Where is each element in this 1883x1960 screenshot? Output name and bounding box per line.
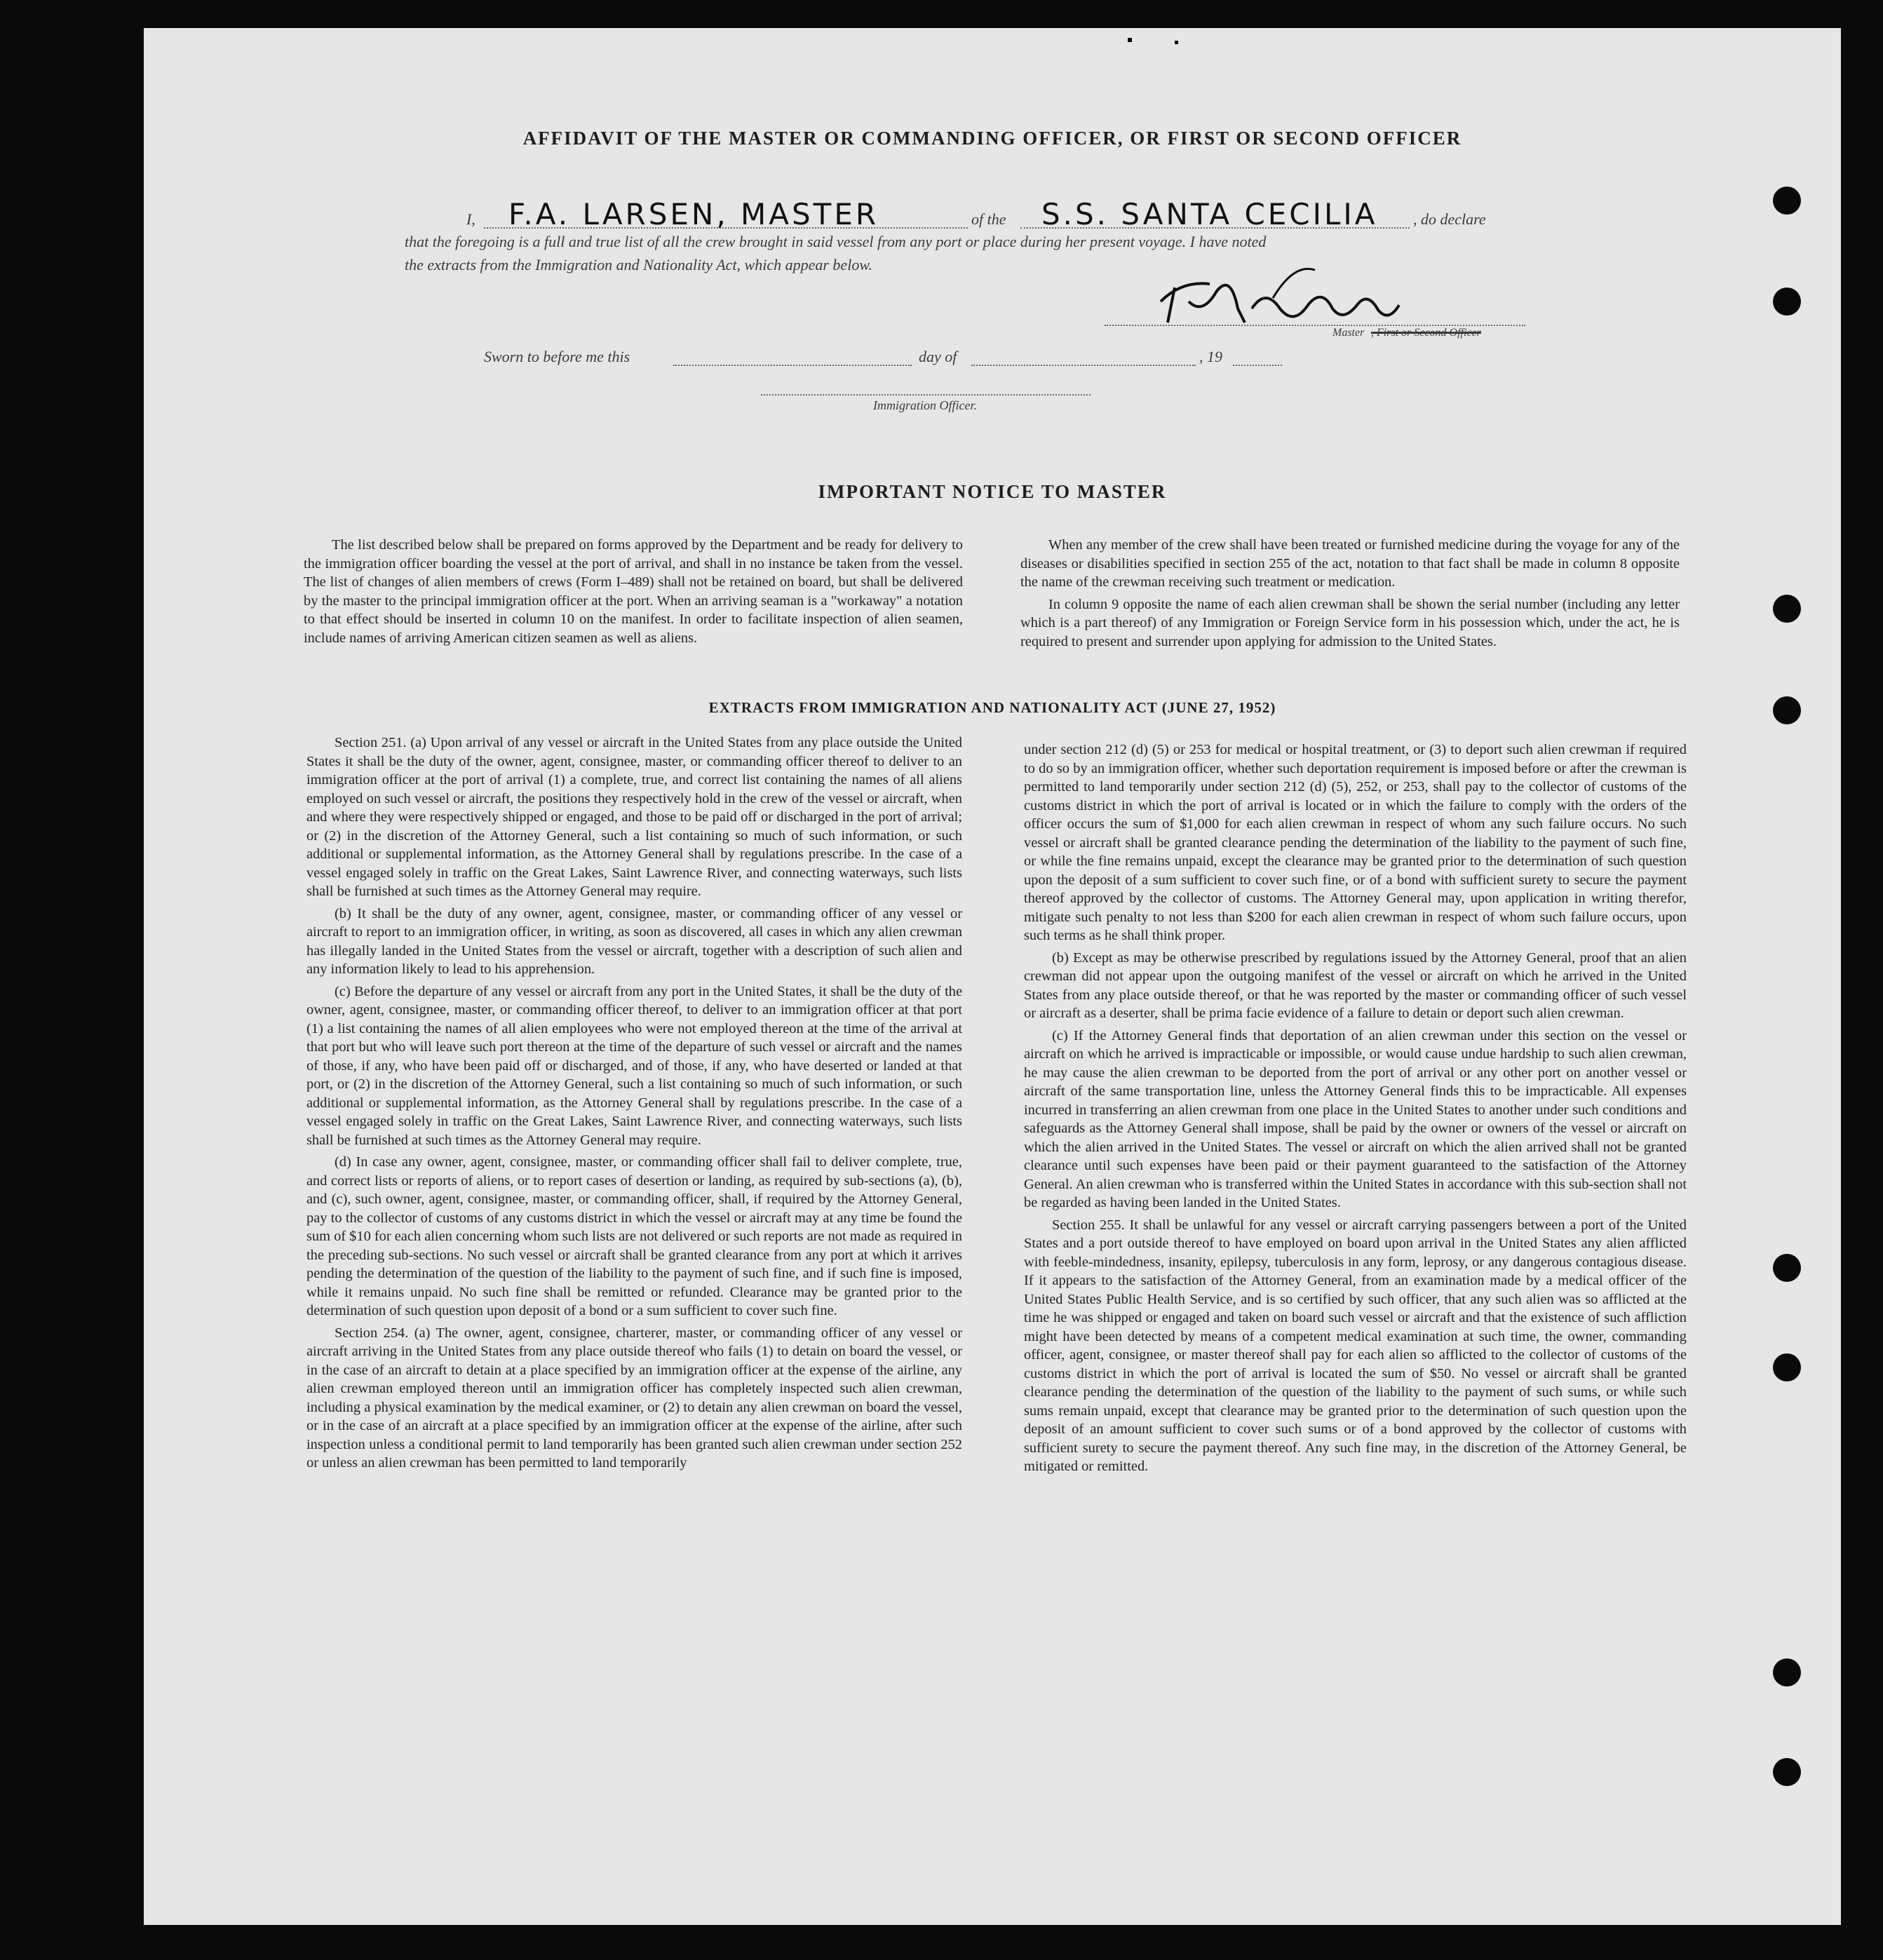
act-section: under section 212 (d) (5) or 253 for medical or hospital treatment, or (3) to deport such alien crewman if required to do so by an immigration officer, whether such deportation requirement is imposed before or after the crewman is permitted to land temporarily under section 212 (d) (5), 252, or 253, shall pay to the collector of customs of the customs district in which the port of arrival is located or in which the failure to comply with the orders of the officer occurs the sum of $1,000 for each alien crewman in respect of whom any such failure occurs. No such vessel or aircraft shall be granted clearance pending the determination of the liability to the payment of such fine, or while the fine remains unpaid, except the clearance may be granted prior to the determination of such question upon the deposit of a sum sufficient to cover such fine, or of a bond with sufficient surety to secure the payment thereof approved by the collector of customs. The Attorney General may, upon application in writing therefor, mitigate such penalty to not less than $200 for each alien crewman in respect of whom such failure occurs, upon such terms as he shall think proper. — [1024, 742, 1687, 943]
year-label: , 19 — [1199, 348, 1222, 365]
officer-caption: Immigration Officer. — [873, 398, 977, 412]
sworn-label: Sworn to before me this — [484, 348, 630, 365]
act-section: (d) In case any owner, agent, consignee, master, or commanding officer shall fail to deliver complete, true, and correct lists or reports of aliens, or to report cases of desertion or landing, as required by sub-sections (a), (b), and (c), such owner, agent, consignee, master, or commanding officer, shall, if required by the Attorney General, pay to the collector of customs of any customs district in which the vessel or aircraft may at any time be found the sum of $10 for each alien concerning whom such lists are not delivered or such reports are not made as required in the preceding sub-sections. No such vessel or aircraft shall be granted clearance from any port at which it arrives pending the determination of the question of the liability to the payment of such fine, and if such fine is imposed, while it remains unpaid. No such fine shall be remitted or refunded. Clearance may be granted prior to the determination of such question upon deposit of a bond or a sum sufficient to cover such fine. — [306, 1154, 962, 1318]
extracts-right-column — [1024, 741, 1687, 1480]
vessel-name: S.S. SANTA CECILIA — [1041, 197, 1378, 231]
act-section: (c) If the Attorney General finds that deportation of an alien crewman under this section on the vessel or aircraft on which he arrived is impracticable or impossible, or would cause undue hardship to such alien crewman, he may cause the alien crewman to be deported from the port of arrival or any other port on another vessel or aircraft of the same transportation line, unless the Attorney General finds this to be impracticable. All expenses incurred in transferring an alien crewman from one place in the United States to another under such conditions and safeguards as the Attorney General shall impose, shall be paid by the owner or owners of the vessel or aircraft on which the alien arrived in the United States. The vessel or aircraft on which the alien arrived shall not be granted clearance until such expenses have been paid or their payment guaranteed to the satisfaction of the Attorney General. An alien crewman who is transferred within the United States in accordance with this sub-section shall not be regarded as having been landed in the United States. — [1024, 1027, 1687, 1210]
sworn-line — [484, 344, 1424, 372]
punch-hole — [1773, 187, 1801, 215]
extracts-title: EXTRACTS FROM IMMIGRATION AND NATIONALITY ACT (JUNE 27, 1952) — [708, 699, 1276, 716]
notice-left-column — [304, 536, 963, 651]
punch-hole — [1773, 1254, 1801, 1282]
act-section: Section 254. (a) The owner, agent, consignee, charterer, master, or commanding officer of any vessel or aircraft arriving in the United States from any place outside thereof who fails (1) to detain on board the vessel, or in the case of an aircraft to detain at a place specified by an immigration officer at the expense of the airline, any alien crewman employed thereon until an immigration officer has completely inspected such alien crewman, including a physical examination by the medical examiner, or (2) to detain any alien crewman on board the vessel, or in the case of an aircraft at a place specified by an immigration officer at the expense of the airline, after such inspection unless a conditional permit to land temporarily has been granted such alien crewman under section 252 or unless an alien crewman has been permitted to land temporarily — [306, 1325, 962, 1471]
affidavit-title: AFFIDAVIT OF THE MASTER OR COMMANDING OFFICER, OR FIRST OR SECOND OFFICER — [522, 128, 1462, 149]
act-section: (b) Except as may be otherwise prescribed by regulations issued by the Attorney General, proof that an alien crewman did not appear upon the outgoing manifest of the vessel or aircraft on which he arrived in the United States from any place outside thereof, or that he was reported by the master or commanding officer of such vessel or aircraft as a deserter, shall be prima facie evidence of a failure to detain or deport such alien crewman. — [1024, 949, 1687, 1021]
notice-title: IMPORTANT NOTICE TO MASTER — [818, 481, 1167, 502]
declarant-name: F.A. LARSEN, MASTER — [508, 197, 879, 231]
do-declare-label: , do declare — [1413, 210, 1486, 228]
declaration-line-3: the extracts from the Immigration and Nationality Act, which appear below. — [405, 256, 872, 273]
act-section: Section 255. It shall be unlawful for any vessel or aircraft carrying passengers between a port of the United States and a port outside thereof to have employed on board upon arrival in the United States any alien afflicted with feeble-mindedness, insanity, epilepsy, tuberculosis in any form, leprosy, or any dangerous contagious disease. If it appears to the satisfaction of the Attorney General, from an examination made by a medical officer of the United States Public Health Service, and is so certified by such officer, that any such alien was so afflicted at the time he was shipped or engaged and taken on board such vessel or aircraft and that the existence of such affliction might have been detected by means of a competent medical examination at such time, the owner, commanding officer, agent, consignee, or master thereof shall pay for each alien so afflicted to the collector of customs of the customs district in which the port of arrival is located the sum of $50. No vessel or aircraft shall be granted clearance pending the determination of the question of the liability to the payment of such sums, or while such sums remain unpaid, except that clearance may be granted prior to the determination of such question upon the deposit of an amount sufficient to cover such sums or of a bond approved by the collector of customs with sufficient surety to secure the payment thereof. Any such fine may, in the discretion of the Attorney General, be mitigated or remitted. — [1024, 1217, 1687, 1474]
i-label: I, — [466, 210, 475, 228]
scan-mark — [1128, 38, 1132, 42]
punch-hole — [1773, 1758, 1801, 1786]
signature-block — [1062, 259, 1525, 344]
act-section: (c) Before the departure of any vessel or aircraft from any port in the United States, it shall be the duty of the owner, agent, consignee, master, or commanding officer thereof, to deliver to an immigration officer at that port (1) a list containing the names of all alien employees who were not employed thereon at the time of the arrival at that port but who will leave such port thereon at the time of the departure of such vessel or aircraft and the names of those, if any, who have been paid off or discharged, and of those, if any, who have deserted or landed at that port, or (2) in the discretion of the Attorney General, such a list containing so much of such information, or such additional or supplemental information, as the Attorney General shall by regulations prescribe. In the case of a vessel engaged solely in traffic on the Great Lakes, Saint Lawrence River, and connecting waterways, such lists shall be furnished at such times as the Attorney General may require. — [306, 983, 962, 1148]
document-page — [144, 28, 1841, 1925]
punch-hole — [1773, 595, 1801, 623]
officer-signature-line — [761, 394, 1091, 396]
act-section: Section 251. (a) Upon arrival of any vessel or aircraft in the United States from any place outside the United States it shall be the duty of the owner, agent, consignee, master, or commanding officer thereof to deliver to an immigration officer at the port of arrival (1) a complete, true, and correct list containing the names of all aliens employed on such vessel or aircraft, the positions they respectively hold in the crew of the vessel or aircraft, when and where they were respectively shipped or engaged, and those to be paid off or discharged in the port of arrival; or (2) in the discretion of the Attorney General, such a list containing so much of such information, or such additional or supplemental information, as the Attorney General shall by regulations prescribe. In the case of a vessel engaged solely in traffic on the Great Lakes, Saint Lawrence River, and connecting waterways, such lists shall be furnished at such times as the Attorney General may require. — [306, 735, 962, 899]
punch-hole — [1773, 1658, 1801, 1687]
signature-caption-struck: , First or Second Officer — [1371, 327, 1481, 339]
act-section: (b) It shall be the duty of any owner, agent, consignee, master, or commanding officer of any vessel or aircraft to report to an immigration officer, in writing, as soon as discovered, all cases in which any alien crewman has illegally landed in the United States from the vessel or aircraft, together with a description of such alien and any information likely to lead to his apprehension. — [306, 905, 962, 977]
punch-hole — [1773, 288, 1801, 316]
declaration-line — [466, 189, 1687, 238]
extracts-left-column — [306, 734, 962, 1476]
notice-paragraph: In column 9 opposite the name of each alien crewman shall be shown the serial number (including any letter which is a part thereof) of any Immigration or Foreign Service form in his possession which, under the act, he is required to present and surrender upon applying for admission to the United States. — [1020, 596, 1680, 649]
punch-hole — [1773, 696, 1801, 724]
day-of-label: day of — [919, 348, 957, 365]
of-the-label: of the — [971, 210, 1006, 228]
declaration-line-2: that the foregoing is a full and true list of all the crew brought in said vessel from any port or place during her present voyage. I have noted — [405, 233, 1267, 250]
scan-mark — [1175, 41, 1178, 44]
notice-paragraph: When any member of the crew shall have been treated or furnished medicine during the voyage for any of the diseases or disabilities specified in section 255 of the act, notation to that fact shall be made in column 8 opposite the name of the crewman receiving such treatment or medication. — [1020, 537, 1680, 590]
signature-caption: Master — [1332, 327, 1365, 339]
punch-hole — [1773, 1353, 1801, 1381]
notice-paragraph: The list described below shall be prepared on forms approved by the Department and be ready for delivery to the immigration officer boarding the vessel at the port of arrival, and shall in no instance be taken from the vessel. The list of changes of alien members of crews (Form I–489) shall not be retained on board, but shall be delivered by the master to the principal immigration officer at the port. When an arriving seaman is a "workaway" a notation to that effect should be inserted in column 10 on the manifest. In order to facilitate inspection of alien seamen, include names of arriving American citizen seamen as well as aliens. — [304, 537, 963, 646]
notice-right-column — [1020, 536, 1680, 654]
